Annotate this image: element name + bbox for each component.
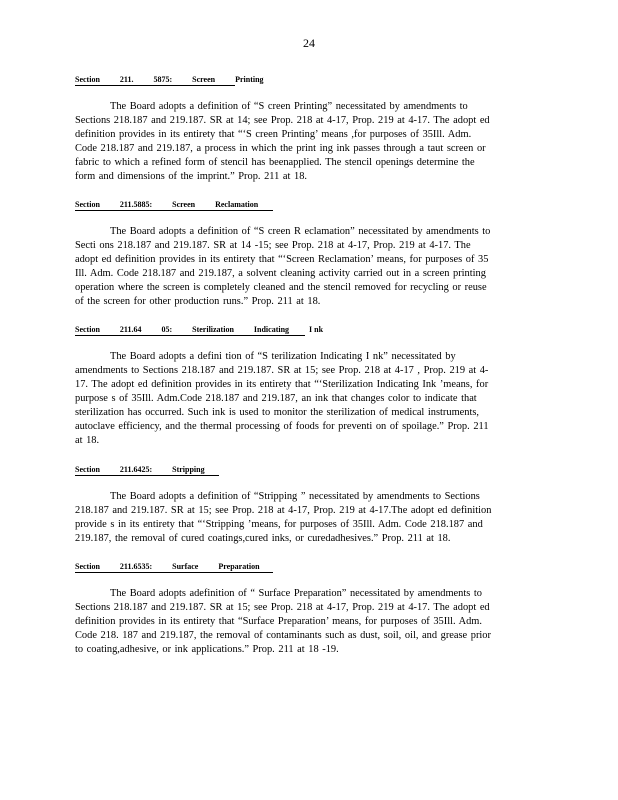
section-heading-word: Section xyxy=(75,465,100,474)
section-heading-word: Sterilization xyxy=(192,325,234,334)
section-heading xyxy=(75,200,273,211)
section-heading-word: 211.6535: xyxy=(119,562,153,571)
section-heading-word: Screen xyxy=(172,200,196,209)
paragraph-line: Code 218.187 and 219.187, a process in which the print ing ink passes through a taut screen or xyxy=(75,143,486,154)
page-number: 24 xyxy=(303,36,315,50)
paragraph-line: The Board adopts adefinition of “ Surface Preparation” necessitated by amendments to xyxy=(110,588,482,599)
section-paragraph xyxy=(75,350,535,448)
section-heading-word: Stripping xyxy=(172,465,205,474)
paragraph-line: adopt ed definition provides in its entirety that “‘Screen Reclamation’ means, for purposes of 35 xyxy=(75,254,489,265)
paragraph-line: sterilization has occurred. Such ink is used to monitor the sterilization of medical instruments, xyxy=(75,407,480,418)
section-heading-word: Screen xyxy=(192,75,216,84)
paragraph-line: amendments to Sections 218.187 and 219.187. SR at 15; see Prop. 218 at 4-17 , Prop. 219 at 4- xyxy=(75,365,489,376)
section-heading xyxy=(75,75,264,86)
section-heading-word: Reclamation xyxy=(215,200,259,209)
paragraph-line: The Board adopts a definition of “S creen R eclamation” necessitated by amendments to xyxy=(110,226,491,237)
paragraph-line: Code 218. 187 and 219.187, the removal of contaminants such as dust, soil, oil, and grease prior xyxy=(75,630,491,641)
section-heading-word: 211.64 xyxy=(119,325,142,334)
paragraph-line: of the screen for other production runs.” Prop. 211 at 18. xyxy=(75,296,321,307)
paragraph-line: The Board adopts a defini tion of “S terilization Indicating I nk” necessitated by xyxy=(110,351,456,362)
section-paragraph xyxy=(75,100,535,184)
paragraph-line: The Board adopts a definition of “S creen Printing” necessitated by amendments to xyxy=(110,101,468,112)
section-heading-word: 211. xyxy=(119,75,134,84)
section-heading xyxy=(75,562,273,573)
section-paragraph xyxy=(75,225,535,309)
paragraph-line: Secti ons 218.187 and 219.187. SR at 14 -15; see Prop. 218 at 4-17, Prop. 219 at 4-17. The xyxy=(75,240,471,251)
section-heading xyxy=(75,465,219,476)
paragraph-line: definition provides in its entirety that “Surface Preparation’ means, for purposes of 35Ill. Adm. xyxy=(75,616,482,627)
paragraph-line: form and dimensions of the imprint.” Prop. 211 at 18. xyxy=(75,171,307,182)
paragraph-line: autoclave efficiency, and the thermal processing of foods for preventi on of spoilage.” Prop. 211 xyxy=(75,421,489,432)
paragraph-line: Ill. Adm. Code 218.187 and 219.187, a solvent cleaning activity carried out in a screen printing xyxy=(75,268,486,279)
paragraph-line: 17. The adopt ed definition provides in its entirety that “‘Sterilization Indicating Ink ’means, for xyxy=(75,379,489,390)
paragraph-line: definition provides in its entirety that “‘S creen Printing’ means ,for purposes of 35Ill. Adm. xyxy=(75,129,472,140)
section-heading-word: Printing xyxy=(235,75,264,84)
section-heading-word: 211.6425: xyxy=(119,465,153,474)
section-heading-word: Preparation xyxy=(218,562,260,571)
section-heading-word: Section xyxy=(75,75,100,84)
paragraph-line: fabric to which a refined form of stencil has beenapplied. The stencil openings determine the xyxy=(75,157,475,168)
paragraph-line: provide s in its entirety that “‘Stripping ’means, for purposes of 35Ill. Adm. Code 218.187 and xyxy=(75,519,483,530)
section-heading-word: Surface xyxy=(172,562,199,571)
paragraph-line: operation where the screen is completely cleaned and the stencil removed for recycling or reuse xyxy=(75,282,487,293)
paragraph-line: The Board adopts a definition of “Stripping ” necessitated by amendments to Sections xyxy=(110,491,480,502)
section-heading-word: 05: xyxy=(161,325,173,334)
paragraph-line: purpose s of 35Ill. Adm.Code 218.187 and 219.187, an ink that changes color to indicate that xyxy=(75,393,477,404)
section-paragraph xyxy=(75,587,535,657)
paragraph-line: 219.187, the removal of cured coatings,cured inks, or curedadhesives.” Prop. 211 at 18. xyxy=(75,533,451,544)
section-heading-word: 5875: xyxy=(153,75,173,84)
paragraph-line: 218.187 and 219.187. SR at 15; see Prop. 218 at 4-17, Prop. 219 at 4-17.The adopt ed definition xyxy=(75,505,492,516)
section-heading-word: Section xyxy=(75,200,100,209)
section-heading-word: Section xyxy=(75,325,100,334)
paragraph-line: at 18. xyxy=(75,435,100,446)
section-heading-word: 211.5885: xyxy=(119,200,153,209)
section-heading xyxy=(75,325,324,336)
paragraph-line: to coating,adhesive, or ink applications.” Prop. 211 at 18 -19. xyxy=(75,644,339,655)
section-heading-word: I nk xyxy=(309,325,324,334)
section-heading-word: Section xyxy=(75,562,100,571)
paragraph-line: Sections 218.187 and 219.187. SR at 14; see Prop. 218 at 4-17, Prop. 219 at 4-17. The adopt ed xyxy=(75,115,490,126)
section-heading-word: Indicating xyxy=(253,325,290,334)
section-paragraph xyxy=(75,490,535,546)
paragraph-line: Sections 218.187 and 219.187. SR at 15; see Prop. 218 at 4-17, Prop. 219 at 4-17. The adopt ed xyxy=(75,602,490,613)
